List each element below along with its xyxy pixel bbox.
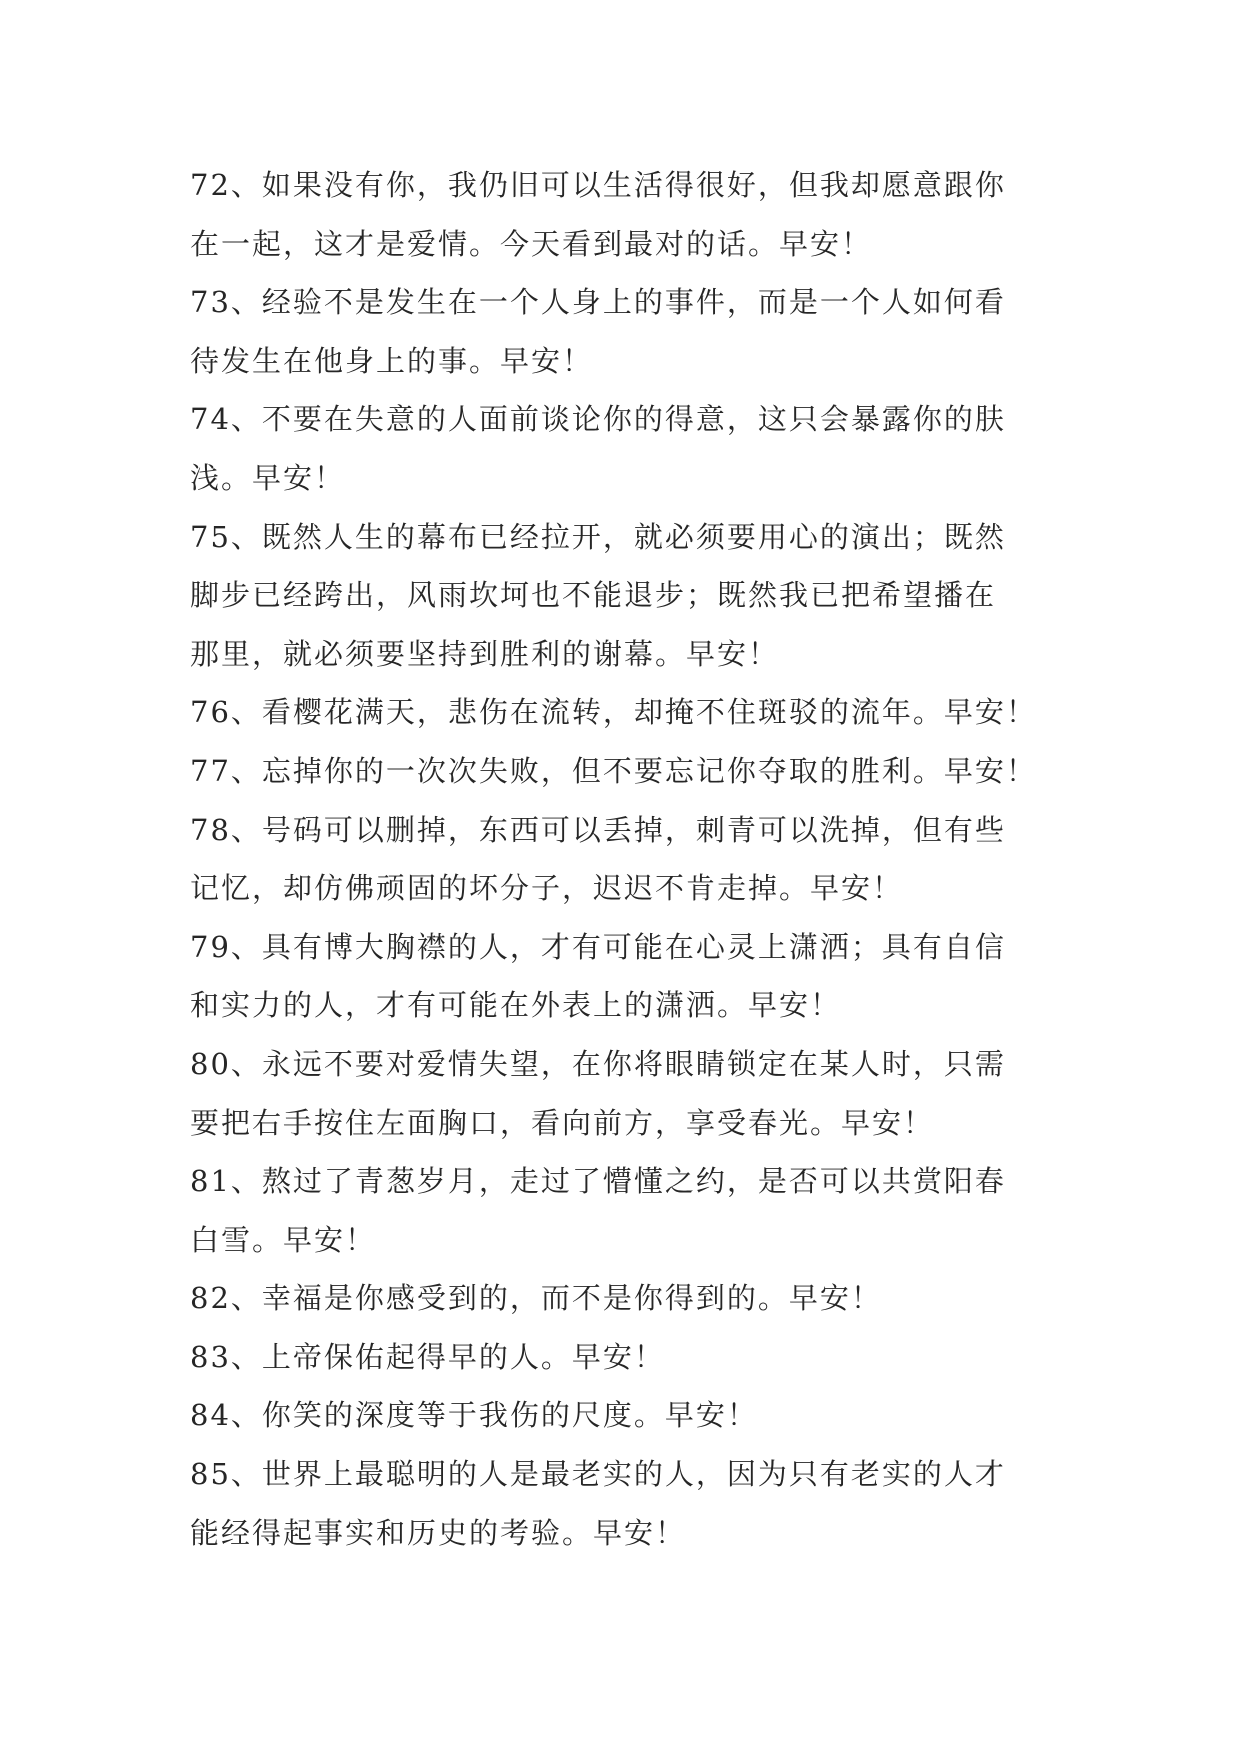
text-line: 75、既然人生的幕布已经拉开，就必须要用心的演出；既然: [190, 519, 1006, 554]
text-line: 83、上帝保佑起得早的人。早安！: [190, 1339, 665, 1374]
text-line: 74、不要在失意的人面前谈论你的得意，这只会暴露你的肤: [190, 402, 1006, 437]
text-line: 82、幸福是你感受到的，而不是你得到的。早安！: [190, 1281, 882, 1316]
text-line: 80、永远不要对爱情失望，在你将眼睛锁定在某人时，只需: [190, 1046, 1006, 1081]
text-line: 脚步已经跨出，风雨坎坷也不能退步；既然我已把希望播在: [190, 578, 997, 613]
text-line: 77、忘掉你的一次次失败，但不要忘记你夺取的胜利。早安！: [190, 753, 1037, 788]
text-line: 84、你笑的深度等于我伤的尺度。早安！: [190, 1398, 758, 1433]
text-line: 78、号码可以删掉，东西可以丢掉，刺青可以洗掉，但有些: [190, 812, 1006, 847]
text-line: 和实力的人，才有可能在外表上的潇洒。早安！: [190, 988, 842, 1023]
text-line: 76、看樱花满天，悲伤在流转，却掩不住斑驳的流年。早安！: [190, 695, 1037, 730]
text-line: 85、世界上最聪明的人是最老实的人，因为只有老实的人才: [190, 1457, 1006, 1492]
text-line: 那里，就必须要坚持到胜利的谢幕。早安！: [190, 636, 780, 671]
text-line: 81、熬过了青葱岁月，走过了懵懂之约，是否可以共赏阳春: [190, 1164, 1006, 1199]
text-line: 能经得起事实和历史的考验。早安！: [190, 1515, 687, 1550]
text-line: 72、如果没有你，我仍旧可以生活得很好，但我却愿意跟你: [190, 168, 1006, 202]
text-line: 要把右手按住左面胸口，看向前方，享受春光。早安！: [190, 1105, 935, 1140]
text-line: 待发生在他身上的事。早安！: [190, 343, 594, 378]
document-body: [190, 156, 1050, 1562]
text-line: 73、经验不是发生在一个人身上的事件，而是一个人如何看: [190, 285, 1006, 320]
text-line: 浅。早安！: [190, 460, 346, 495]
text-line: 79、具有博大胸襟的人，才有可能在心灵上潇洒；具有自信: [190, 929, 1006, 964]
text-line: 在一起，这才是爱情。今天看到最对的话。早安！: [190, 226, 873, 261]
text-line: 记忆，却仿佛顽固的坏分子，迟迟不肯走掉。早安！: [190, 871, 904, 906]
text-line: 白雪。早安！: [190, 1222, 377, 1257]
